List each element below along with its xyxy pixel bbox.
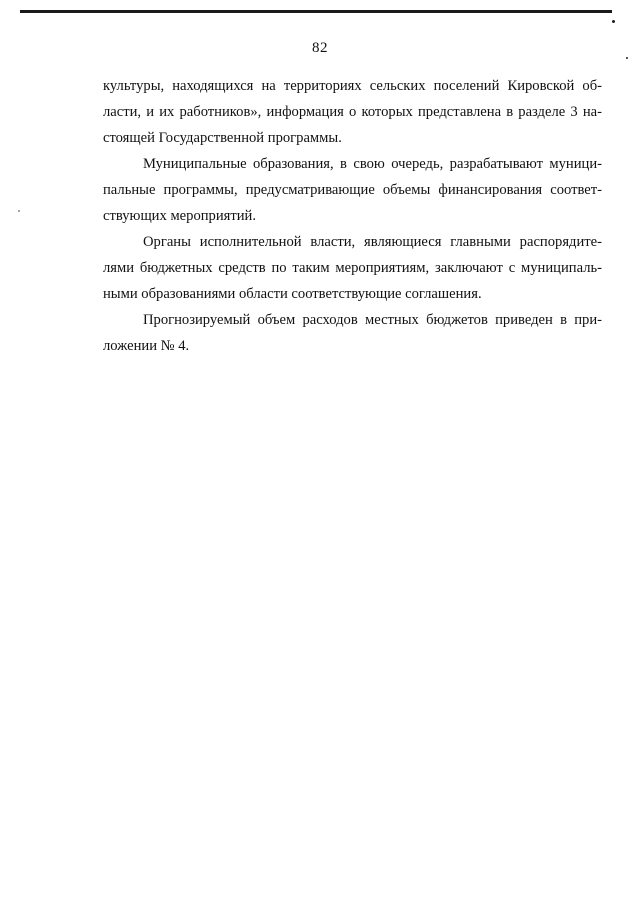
text-line: лями бюджетных средств по таким мероприятиям, заключают с муниципаль-	[103, 260, 602, 276]
text-line: Муниципальные образования, в свою очередь, разрабатывают муници-	[143, 156, 602, 172]
document-body	[103, 73, 602, 359]
paragraph-1	[103, 73, 602, 151]
scan-speck	[626, 57, 628, 59]
text-line: Органы исполнительной власти, являющиеся главными распорядите-	[143, 234, 602, 250]
text-line: культуры, находящихся на территориях сельских поселений Кировской об-	[103, 78, 602, 94]
text-line: ласти, и их работников», информация о которых представлена в разделе 3 на-	[103, 104, 602, 120]
text-line: пальные программы, предусматривающие объемы финансирования соответ-	[103, 182, 602, 198]
text-line: Прогнозируемый объем расходов местных бюджетов приведен в при-	[143, 312, 602, 328]
text-line: ствующих мероприятий.	[103, 208, 257, 224]
scan-speck	[612, 20, 615, 23]
page-number: 82	[312, 40, 328, 56]
scan-speck	[18, 210, 20, 212]
top-border-rule	[20, 10, 612, 13]
paragraph-3	[103, 229, 602, 307]
text-line: стоящей Государственной программы.	[103, 130, 342, 146]
text-line: ложении № 4.	[103, 338, 190, 354]
text-line: ными образованиями области соответствующие соглашения.	[103, 286, 482, 302]
paragraph-2	[103, 151, 602, 229]
paragraph-4	[103, 307, 602, 359]
